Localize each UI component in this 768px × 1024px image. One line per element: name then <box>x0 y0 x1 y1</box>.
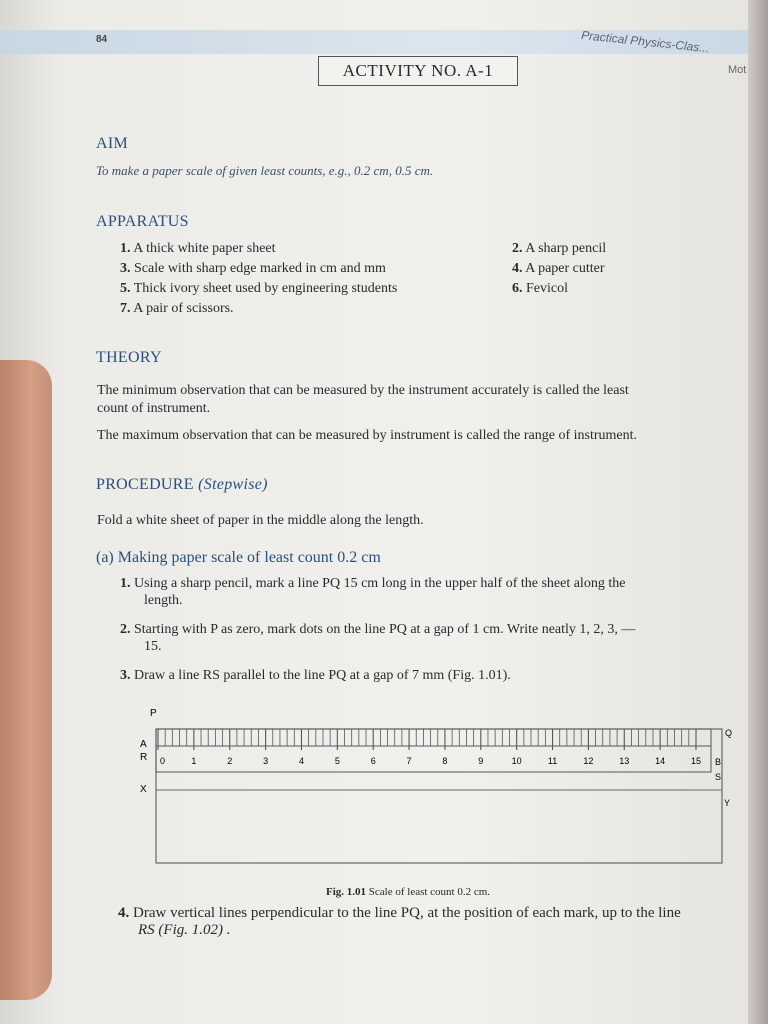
label-b: B <box>715 757 722 767</box>
scale-numbers <box>160 756 701 766</box>
scale-strip-upper <box>156 729 711 746</box>
scale-number: 13 <box>619 756 630 766</box>
aim-heading: AIM <box>96 135 129 152</box>
scale-number: 7 <box>406 756 412 766</box>
scale-number: 4 <box>298 756 304 766</box>
margin-tag: Mot <box>728 64 747 76</box>
apparatus-item: 2. A sharp pencil <box>512 241 607 256</box>
theory-para1-line1: The minimum observation that can be measured by the instrument accurately is called the least <box>97 383 629 398</box>
apparatus-item: 4. A paper cutter <box>512 261 605 276</box>
procedure-step: 4. Draw vertical lines perpendicular to the line PQ, at the position of each mark, up to the line RS (Fig. 1.02) . <box>118 905 681 938</box>
aim-text: To make a paper scale of given least counts, e.g., 0.2 cm, 0.5 cm. <box>96 163 434 178</box>
procedure-step: 1. Using a sharp pencil, mark a line PQ 15 cm long in the upper half of the sheet along the length. <box>120 576 626 608</box>
label-p: P <box>150 708 157 719</box>
label-y: Y <box>724 798 731 808</box>
apparatus-item: 3. Scale with sharp edge marked in cm and mm <box>120 261 386 276</box>
page-number: 84 <box>96 34 108 45</box>
scale-number: 15 <box>690 756 702 766</box>
apparatus-item: 5. Thick ivory sheet used by engineering students <box>120 281 398 296</box>
scale-number: 10 <box>511 756 522 766</box>
holding-thumb <box>0 360 52 1000</box>
procedure-subheading: (a) Making paper scale of least count 0.2 cm <box>96 549 381 566</box>
activity-title: ACTIVITY NO. A-1 <box>318 56 518 86</box>
procedure-heading: PROCEDURE (Stepwise) <box>96 476 268 493</box>
apparatus-heading: APPARATUS <box>96 213 189 230</box>
paper-sheet-outline <box>156 729 722 863</box>
scale-number: 2 <box>227 756 233 766</box>
figure-paper-scale <box>138 700 736 885</box>
scale-number: 8 <box>442 756 448 766</box>
scale-number: 6 <box>370 756 376 766</box>
running-head: Practical Physics-Clas... <box>580 28 710 56</box>
procedure-step: 2. Starting with P as zero, mark dots on the line PQ at a gap of 1 cm. Write neatly 1, 2, 3, — 15. <box>120 622 636 654</box>
procedure-step: 3. Draw a line RS parallel to the line PQ at a gap of 7 mm (Fig. 1.01). <box>120 668 511 683</box>
apparatus-item: 6. Fevicol <box>512 281 568 296</box>
procedure-heading-suffix: (Stepwise) <box>198 476 268 493</box>
scale-number: 0 <box>160 756 166 766</box>
book-spine <box>748 0 768 1024</box>
scale-number: 12 <box>583 756 594 766</box>
label-x: X <box>140 784 147 795</box>
theory-para2: The maximum observation that can be measured by instrument is called the range of instrument. <box>97 428 638 443</box>
scale-number: 14 <box>655 756 666 766</box>
scale-diagram <box>138 700 736 885</box>
scale-number: 11 <box>547 756 558 766</box>
scale-number: 3 <box>263 756 269 766</box>
apparatus-item: 1. A thick white paper sheet <box>120 241 276 256</box>
label-r: R <box>140 752 148 763</box>
theory-para1-line2: count of instrument. <box>97 401 211 416</box>
figure-caption: Fig. 1.01 Scale of least count 0.2 cm. <box>326 886 491 898</box>
scale-number: 1 <box>191 756 197 766</box>
theory-heading: THEORY <box>96 349 162 366</box>
label-a: A <box>140 739 147 750</box>
label-s: S <box>715 772 722 782</box>
scale-number: 9 <box>478 756 484 766</box>
label-q: Q <box>725 728 733 738</box>
tick-marks <box>158 729 696 750</box>
procedure-intro: Fold a white sheet of paper in the middle along the length. <box>97 513 424 528</box>
scale-number: 5 <box>334 756 340 766</box>
apparatus-item: 7. A pair of scissors. <box>120 301 234 316</box>
